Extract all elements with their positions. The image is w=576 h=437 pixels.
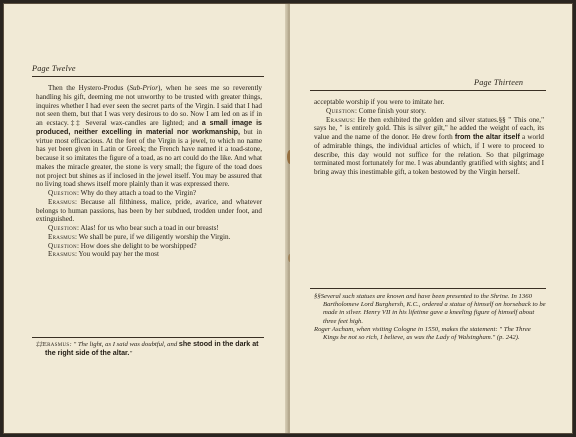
- text-run: Sub-Prior: [129, 84, 159, 92]
- text-run: §§Several such statues are known and have been presented to the Shrine. In 1360 Bartholomew Lord Burghersh, K.C., ordered a statue of himself on horseback to be made in silver. Henry VII in his lifetime gave a kneeling figure of himself about three feet high.: [314, 293, 546, 325]
- footnote-rule: [32, 337, 264, 338]
- book-spread: [4, 4, 572, 433]
- emphasized-text: a small image is produced, neither excelling in material nor workmanship,: [36, 119, 262, 136]
- paragraph: [36, 242, 262, 251]
- left-page: [4, 4, 288, 433]
- paragraph: [36, 84, 262, 189]
- text-run: acceptable worship if you were to imitate her.: [314, 98, 445, 106]
- text-run: : How does she delight to be worshipped?: [76, 241, 197, 250]
- speaker-label: Erasmus: [48, 232, 76, 241]
- paragraph: [36, 250, 262, 259]
- speaker-label: Question: [48, 189, 77, 197]
- text-run: ": [129, 350, 133, 358]
- text-run: ), when he sees me so reverently handling his gift, deeming me not unworthy to be trusted with greater things, inquires whether I had ever seen the secret parts of the Virgin. I said that I had not seen them, but that I was very desirous to do so. Now I am led on as if in an ecstacy.‡‡ Several wax-candles are lighted; and: [36, 84, 263, 127]
- paragraph: [314, 116, 544, 177]
- speaker-label: Erasmus: [42, 341, 70, 348]
- text-run: but in virtue most efficacious. At the feet of the Virgin is a jewel, to which no name has yet been given in Latin or Greek; the French have named it a toad-stone, because it so imitates the figure of a toad, as no art could do the like. And what makes the miracle greater, the stone is very small; the figure of the toad does not project but shines as if inclosed in the jewel itself. You may be assured that no living toad shews itself more plainly than it was expressed there.: [36, 127, 262, 189]
- paragraph: [314, 107, 544, 116]
- text-run: : We shall be pure, if we diligently worship the Virgin.: [75, 232, 231, 241]
- right-body-text: [314, 98, 544, 177]
- speaker-label: Erasmus: [48, 197, 76, 206]
- paragraph: [36, 198, 262, 224]
- speaker-label: Erasmus: [326, 115, 354, 124]
- speaker-label: Question: [48, 241, 77, 250]
- footnote-rule: [310, 288, 546, 289]
- footnote: [314, 326, 546, 342]
- page-header: Page Thirteen: [474, 78, 524, 87]
- footnote: [314, 293, 546, 326]
- header-rule: [32, 76, 264, 77]
- text-run: : You would pay her the most: [75, 250, 159, 259]
- text-run: Roger Ascham, when visiting Cologne in 1550, makes the statement: " The Three Kings be not so rich, I believe, as was the Lady of Walsingham." (p. 242).: [314, 325, 531, 342]
- speaker-label: Question: [48, 224, 77, 232]
- paragraph: [36, 224, 262, 233]
- text-run: : Come finish your story.: [354, 106, 427, 115]
- right-footnotes: [314, 293, 546, 342]
- text-run: : He then exhibited the golden and silver statues.§§ " This one," says he, " is entirely gold. This is silver gilt," he added the weight of each, its value and the name of the donor. He drew forth: [314, 115, 544, 141]
- text-run: Then the Hystero-Produs (: [48, 84, 130, 92]
- page-header: Page Twelve: [32, 64, 76, 73]
- paragraph: [36, 189, 262, 198]
- text-run: a world of admirable things, the individual articles of which, if I were to proceed to describe, this day would not suffice for the relation. So that pilgrimage terminated most fortunately for me. I was abundantly gratified with sights; and I bring away this inestimable gift, a token bestowed by the Virgin herself.: [314, 133, 545, 176]
- paragraph: [314, 98, 544, 107]
- emphasized-text: from the altar itself: [454, 133, 520, 141]
- text-run: : Because all filthiness, malice, pride, avarice, and whatever belongs to human passions, has been by her subdued, trodden under foot, and extinguished.: [36, 197, 262, 224]
- left-body-text: [36, 84, 262, 259]
- footnote: [36, 340, 260, 358]
- header-rule: [310, 90, 546, 91]
- emphasized-text: she stood in the dark at the right side of the altar.: [45, 340, 259, 358]
- text-run: ‡‡: [36, 341, 43, 348]
- speaker-label: Erasmus: [48, 250, 76, 259]
- left-footnotes: [36, 340, 260, 358]
- text-run: : Why do they attach a toad to the Virgin?: [76, 189, 197, 197]
- paragraph: [36, 233, 262, 242]
- text-run: : " The light, as I said was doubtful, and: [69, 341, 179, 348]
- speaker-label: Question: [326, 106, 355, 115]
- right-page: [290, 4, 572, 433]
- text-run: : Alas! for us who bear such a toad in our breasts!: [76, 224, 219, 232]
